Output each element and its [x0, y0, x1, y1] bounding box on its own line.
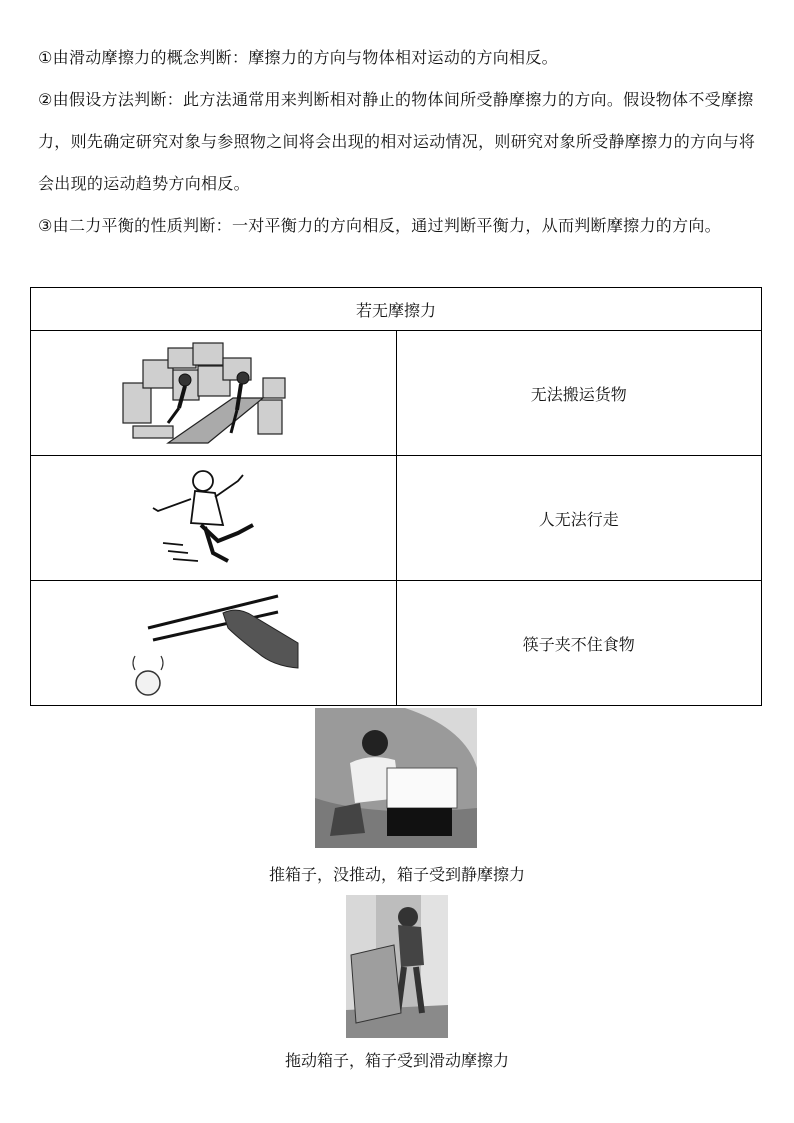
- paragraph-sliding-friction: ①由滑动摩擦力的概念判断：摩擦力的方向与物体相对运动的方向相反。: [38, 48, 558, 67]
- chopsticks-dropping-ball-illustration: [123, 588, 303, 698]
- pushing-box-caption: 推箱子，没推动，箱子受到静摩擦力: [268, 865, 525, 884]
- paragraph-assumption-method: ②由假设方法判断：此方法通常用来判断相对静止的物体间所受静摩擦力的方向。假设物体不受摩擦力，则先确定研究对象与参照物之间将会出现的相对运动情况，则研究对象所受静摩擦力的方向与将会出现的运动趋势方向相反。: [38, 90, 756, 193]
- table-image-cell: [31, 456, 397, 581]
- table-text-cell: 无法搬运货物: [396, 331, 762, 456]
- table-text-cell: 人无法行走: [396, 456, 762, 581]
- dragging-box-caption: 拖动箱子，箱子受到滑动摩擦力: [284, 1051, 509, 1070]
- table-image-cell: [31, 581, 397, 706]
- pushing-box-photo: [315, 708, 477, 848]
- paragraph-balance-method: ③由二力平衡的性质判断：一对平衡力的方向相反，通过判断平衡力，从而判断摩擦力的方向。: [38, 216, 721, 235]
- table-text-cell: 筷子夹不住食物: [396, 581, 762, 706]
- people-moving-boxes-illustration: [113, 338, 313, 448]
- table-image-cell: [31, 331, 397, 456]
- table-header: 若无摩擦力: [31, 288, 762, 331]
- no-friction-table: [30, 287, 762, 706]
- dragging-box-photo: [346, 895, 448, 1038]
- slipping-man-illustration: [143, 463, 283, 573]
